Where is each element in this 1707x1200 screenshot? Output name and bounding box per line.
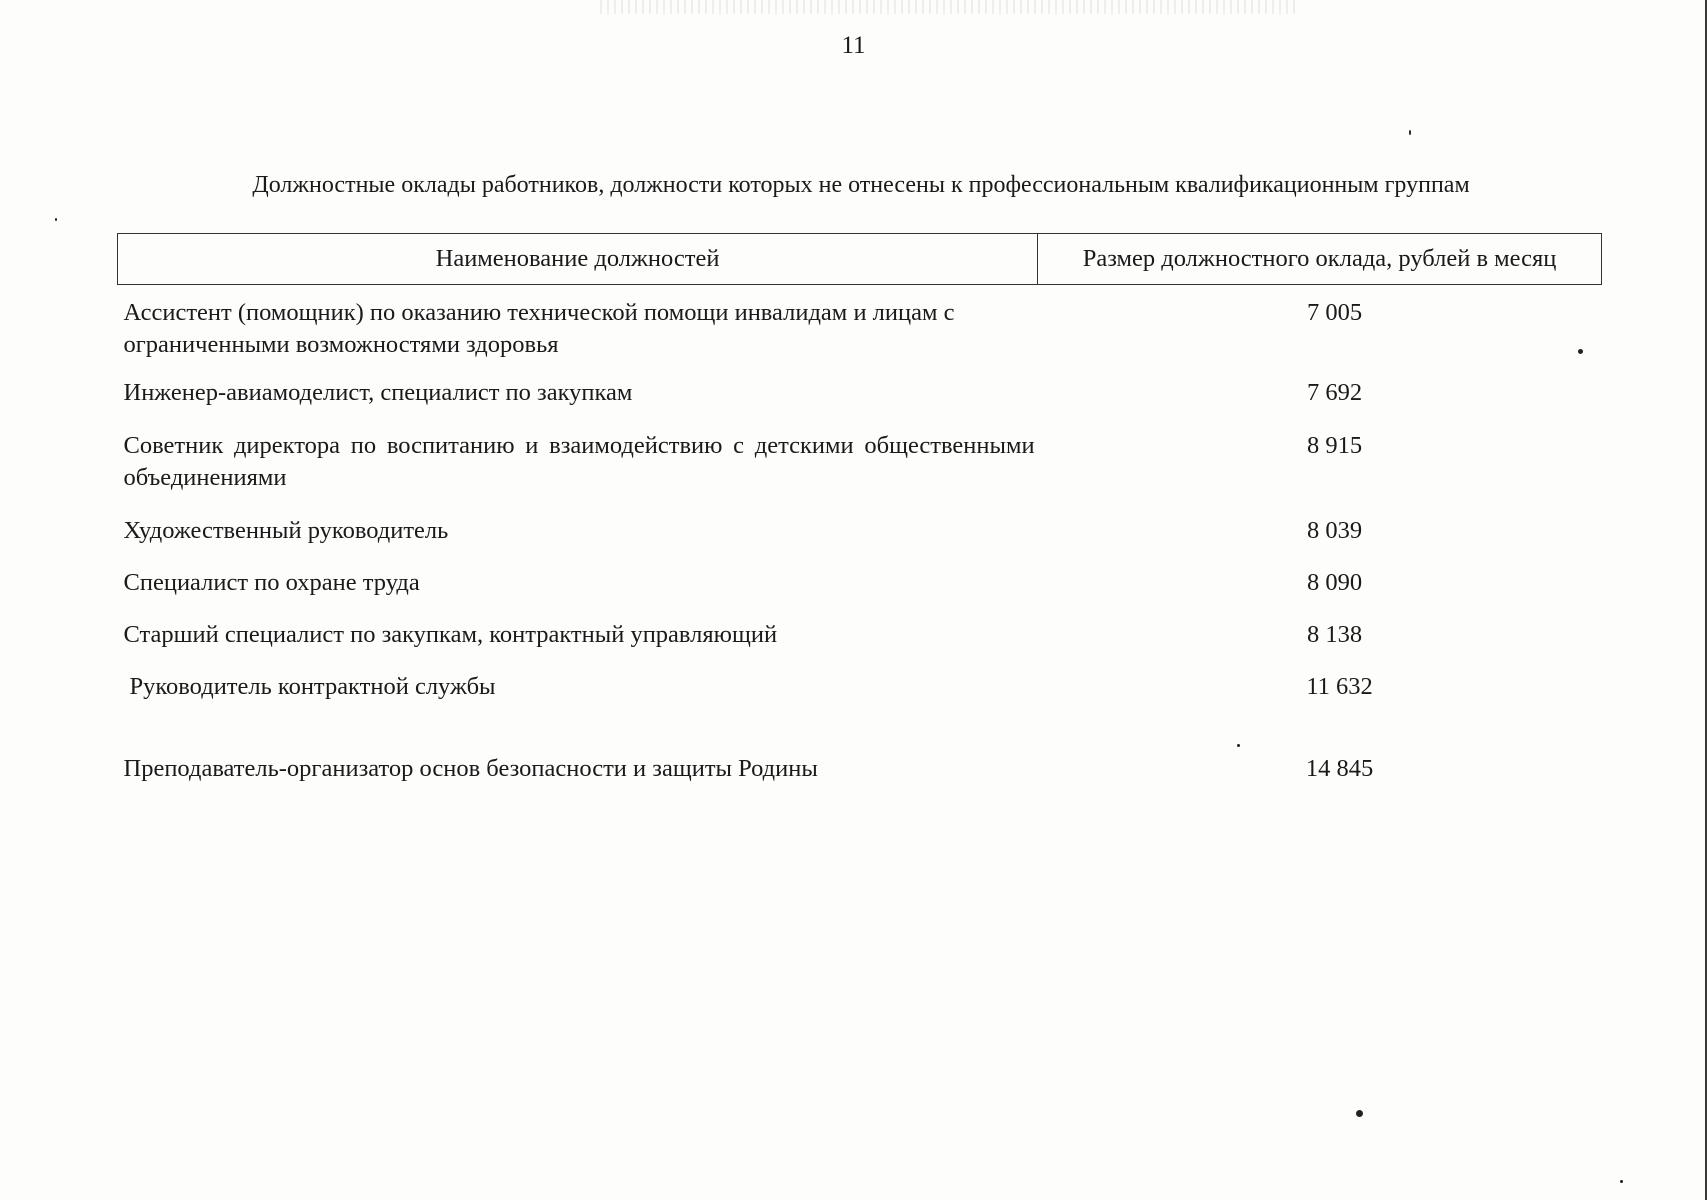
- position-cell: Художественный руководитель: [123, 517, 449, 544]
- scan-speck: [1620, 1180, 1623, 1183]
- table-row: [118, 609, 1602, 661]
- column-header-salary: Размер должностного оклада, рублей в месяц: [1038, 234, 1602, 285]
- scan-speck: [1356, 1110, 1363, 1117]
- scan-speck: [1237, 744, 1240, 747]
- table-header-row: [118, 234, 1602, 285]
- salary-cell: 7 692: [1306, 379, 1363, 406]
- position-cell: Преподаватель-организатор основ безопасности и защиты Родины: [123, 755, 818, 782]
- position-cell: Советник директора по воспитанию и взаимодействию с детскими общественными объединениями: [123, 432, 1035, 491]
- position-cell: Ассистент (помощник) по оказанию технической помощи инвалидам и лицам с ограниченными возможностями здоровья: [123, 299, 955, 358]
- table-row: [118, 505, 1602, 557]
- table-row: [118, 369, 1602, 422]
- scan-speck: [1409, 130, 1411, 135]
- position-cell: Руководитель контрактной службы: [129, 673, 496, 700]
- salary-cell: 8 915: [1306, 432, 1363, 459]
- salary-cell: 8 090: [1306, 569, 1363, 596]
- scan-speck: [55, 218, 57, 221]
- salary-table: [117, 233, 1602, 793]
- salary-cell: 8 138: [1306, 621, 1363, 648]
- scan-speck: [1578, 349, 1583, 354]
- table-row: [118, 557, 1602, 609]
- position-cell: Инженер-авиамоделист, специалист по закупкам: [123, 379, 633, 406]
- salary-cell: 7 005: [1306, 299, 1363, 326]
- table-heading: Должностные оклады работников, должности которых не отнесены к профессиональным квалификационным группам: [252, 172, 1470, 198]
- salary-cell: 8 039: [1306, 517, 1363, 544]
- salary-cell: 11 632: [1306, 673, 1373, 700]
- table-row: [118, 285, 1602, 370]
- position-cell: Старший специалист по закупкам, контрактный управляющий: [123, 621, 778, 648]
- page-number: 11: [841, 32, 866, 59]
- table-row: [118, 422, 1602, 505]
- salary-cell: 14 845: [1305, 755, 1374, 782]
- scan-noise-top: [600, 0, 1300, 14]
- position-cell: Специалист по охране труда: [123, 569, 420, 596]
- table-row: [118, 661, 1602, 743]
- table-row: [118, 743, 1602, 793]
- column-header-position: Наименование должностей: [118, 234, 1038, 285]
